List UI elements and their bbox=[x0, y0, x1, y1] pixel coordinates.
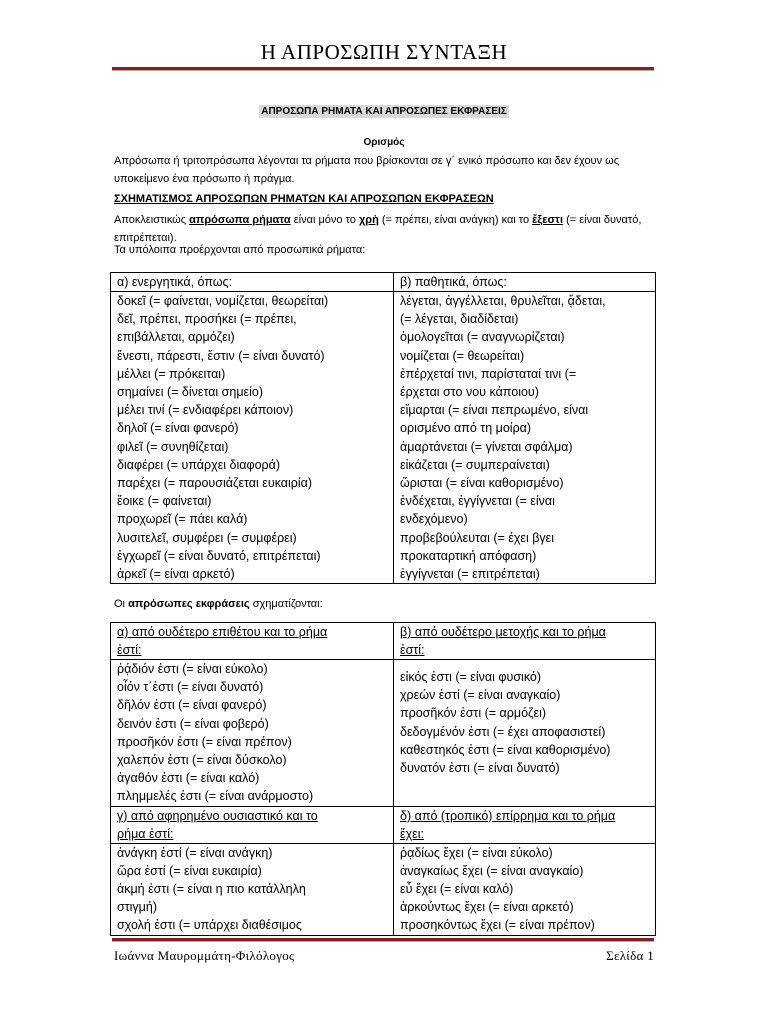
definition-label bbox=[0, 137, 768, 148]
definition-text: Απρόσωπα ή τριτοπρόσωπα λέγονται τα ρήματα που βρίσκονται σε γ΄ ενικό πρόσωπο και δεν έχουν ως υποκείμενο ένα πρόσωπο ή πράγμα. bbox=[114, 155, 620, 185]
passive-line: ορισμένο από τη μοίρα) bbox=[400, 421, 532, 436]
expressions-intro-b: απρόσωπες εκφράσεις bbox=[128, 598, 250, 610]
active-line: ἔοικε (= φαίνεται) bbox=[117, 494, 212, 509]
footer-page-number: Σελίδα 1 bbox=[606, 948, 654, 963]
adverb-line: προσηκόντως ἔχει (= είναι πρέπον) bbox=[400, 918, 595, 933]
active-line: μέλει τινί (= ενδιαφέρει κάποιον) bbox=[117, 403, 294, 418]
passive-line: ἐπέρχεταί τινι, παρίσταταί τινι (= bbox=[400, 366, 577, 381]
active-line: φιλεῖ (= συνηθίζεται) bbox=[117, 439, 229, 454]
adverb-expressions-cell bbox=[394, 843, 656, 935]
passive-line: εἰκάζεται (= συμπεραίνεται) bbox=[400, 457, 550, 472]
participle-header-line-2: ἐστί: bbox=[400, 643, 425, 657]
adverb-header-line-2: ἔχει: bbox=[400, 826, 424, 841]
participle-line: προσῆκόν ἐστι (= αρμόζει) bbox=[400, 706, 547, 721]
active-line: ἔνεστι, πάρεστι, ἔστιν (= είναι δυνατό) bbox=[117, 348, 325, 363]
passive-header-text: β) παθητικά, όπως: bbox=[400, 275, 507, 289]
footer-rule bbox=[112, 938, 654, 942]
formation-heading: ΣΧΗΜΑΤΙΣΜΟΣ ΑΠΡΟΣΩΠΩΝ ΡΗΜΑΤΩΝ ΚΑΙ ΑΠΡΟΣΩΠΩΝ ΕΚΦΡΑΣΕΩΝ bbox=[114, 193, 494, 205]
participle-line: εἰκός ἐστι (= είναι φυσικό) bbox=[400, 670, 542, 684]
active-line: προχωρεῖ (= πάει καλά) bbox=[117, 512, 248, 527]
adjective-header-line-2: ἐστί: bbox=[117, 643, 142, 657]
passive-line: λέγεται, ἀγγέλλεται, θρυλεῖται, ᾄδεται, bbox=[400, 294, 606, 308]
passive-line: εἵμαρται (= είναι πεπρωμένο, είναι bbox=[400, 403, 589, 418]
noun-expressions-cell bbox=[111, 843, 394, 935]
formation-p1-a: Αποκλειστικώς bbox=[114, 214, 190, 226]
participle-line: δεδογμένόν ἐστι (= έχει αποφασιστεί) bbox=[400, 724, 606, 739]
noun-header bbox=[111, 806, 394, 843]
verbs-table bbox=[110, 272, 656, 584]
passive-verbs-cell bbox=[394, 292, 656, 584]
adjective-header-line-1: α) από ουδέτερο επιθέτου και το ρήμα bbox=[117, 625, 328, 639]
participle-header bbox=[394, 623, 656, 660]
noun-line: ἀνάγκη ἐστί (= είναι ανάγκη) bbox=[117, 845, 273, 860]
adjective-header bbox=[111, 623, 394, 660]
adverb-line: ἀρκούντως ἔχει (= είναι αρκετό) bbox=[400, 900, 574, 915]
active-header bbox=[111, 273, 394, 292]
passive-line: ἐνδέχεται, ἐγγίγνεται (= είναι bbox=[400, 494, 555, 509]
adjective-line: δεινόν ἐστι (= είναι φοβερό) bbox=[117, 716, 269, 731]
noun-line: ὥρα ἐστί (= είναι ευκαιρία) bbox=[117, 863, 262, 878]
adjective-line: προσῆκόν ἐστι (= είναι πρέπον) bbox=[117, 734, 292, 749]
active-line: ἀρκεῖ (= είναι αρκετό) bbox=[117, 567, 235, 582]
noun-line: ἀκμή ἐστι (= είναι η πιο κατάλληλη bbox=[117, 882, 306, 897]
passive-line: έρχεται στο νου κάποιου) bbox=[400, 385, 539, 400]
active-line: σημαίνει (= δίνεται σημείο) bbox=[117, 385, 264, 400]
participle-expressions-cell bbox=[394, 660, 656, 807]
active-line: επιβάλλεται, αρμόζει) bbox=[117, 330, 235, 345]
title-rule bbox=[112, 67, 654, 71]
active-line: παρέχει (= παρουσιάζεται ευκαιρία) bbox=[117, 476, 313, 491]
formation-p1-g: (= είναι δυνατό, επιτρέπεται). bbox=[114, 214, 642, 244]
passive-line: ἐγγίγνεται (= επιτρέπεται) bbox=[400, 567, 540, 582]
formation-p1-c: είναι μόνο το bbox=[290, 214, 359, 226]
passive-line: προβεβούλευται (= έχει βγει bbox=[400, 530, 555, 545]
passive-line: νομίζεται (= θεωρείται) bbox=[400, 348, 525, 363]
active-line: δοκεῖ (= φαίνεται, νομίζεται, θεωρείται) bbox=[117, 294, 329, 308]
adjective-line: ἀγαθόν ἐστι (= είναι καλό) bbox=[117, 771, 260, 786]
expressions-intro bbox=[114, 595, 654, 613]
passive-line: προκαταρτική απόφαση) bbox=[400, 548, 537, 563]
passive-line: (= λέγεται, διαδίδεται) bbox=[400, 312, 519, 327]
adjective-line: ῥᾴδιόν ἐστι (= είναι εύκολο) bbox=[117, 662, 268, 676]
formation-p1-b: απρόσωπα ρήματα bbox=[189, 214, 291, 226]
passive-line: ενδεχόμενο) bbox=[400, 512, 468, 527]
footer-author: Ιωάννα Μαυρομμάτη-Φιλόλογος bbox=[114, 948, 295, 963]
formation-paragraph-2: Τα υπόλοιπα προέρχονται από προσωπικά ρήματα: bbox=[114, 244, 366, 256]
active-line: δηλοῖ (= είναι φανερό) bbox=[117, 421, 239, 436]
participle-header-line-1: β) από ουδέτερο μετοχής και το ρήμα bbox=[400, 625, 606, 639]
participle-line: καθεστηκός ἐστι (= είναι καθορισμένο) bbox=[400, 742, 611, 757]
participle-line: δυνατόν ἐστι (= είναι δυνατό) bbox=[400, 761, 560, 776]
passive-line: ἁμαρτάνεται (= γίνεται σφάλμα) bbox=[400, 439, 573, 454]
adverb-line: ῥᾳδίως ἔχει (= είναι εύκολο) bbox=[400, 845, 553, 860]
expressions-intro-a: Οι bbox=[114, 598, 129, 610]
participle-line: χρεών ἐστί (= είναι αναγκαίο) bbox=[400, 688, 561, 703]
active-line: ἐγχωρεῖ (= είναι δυνατό, επιτρέπεται) bbox=[117, 548, 321, 563]
formation-p1-e: (= πρέπει, είναι ανάγκη) και το bbox=[378, 214, 533, 226]
noun-header-line-2: ρήμα ἐστί: bbox=[117, 826, 174, 841]
page-title: Η ΑΠΡΟΣΩΠΗ ΣΥΝΤΑΞΗ bbox=[260, 40, 508, 64]
expressions-table bbox=[110, 622, 656, 936]
passive-header bbox=[394, 273, 656, 292]
section-title-text: ΑΠΡΟΣΩΠΑ ΡΗΜΑΤΑ ΚΑΙ ΑΠΡΟΣΩΠΕΣ ΕΚΦΡΑΣΕΙΣ bbox=[261, 106, 507, 117]
adverb-header bbox=[394, 806, 656, 843]
active-line: δεῖ, πρέπει, προσήκει (= πρέπει, bbox=[117, 312, 297, 327]
active-line: διαφέρει (= υπάρχει διαφορά) bbox=[117, 457, 281, 472]
expressions-intro-c: σχηματίζονται: bbox=[249, 598, 323, 610]
adverb-header-line-1: δ) από (τροπικό) επίρρημα και το ρήμα bbox=[400, 808, 616, 823]
noun-line: στιγμή) bbox=[117, 900, 157, 915]
noun-header-line-1: γ) από αφηρημένο ουσιαστικό και το bbox=[117, 808, 318, 823]
noun-line: σχολή ἐστι (= υπάρχει διαθέσιμος bbox=[117, 918, 302, 933]
passive-line: ὥρισται (= είναι καθορισμένο) bbox=[400, 476, 564, 491]
adverb-line: ἀναγκαίως ἔχει (= είναι αναγκαίο) bbox=[400, 863, 584, 878]
passive-line: ὁμολογεῖται (= αναγνωρίζεται) bbox=[400, 330, 565, 345]
active-line: λυσιτελεῖ, συμφέρει (= συμφέρει) bbox=[117, 530, 297, 545]
active-verbs-cell bbox=[111, 292, 394, 584]
definition-label-text: Ορισμός bbox=[363, 137, 405, 148]
adjective-line: χαλεπόν ἐστι (= είναι δύσκολο) bbox=[117, 753, 287, 768]
adjective-line: πλημμελές ἐστι (= είναι ανάρμοστο) bbox=[117, 789, 314, 804]
section-title bbox=[0, 106, 768, 117]
adverb-line: εὖ ἔχει (= είναι καλό) bbox=[400, 882, 514, 897]
active-line: μέλλει (= πρόκειται) bbox=[117, 366, 226, 381]
adjective-line: οἷόν τ΄ἐστι (= είναι δυνατό) bbox=[117, 680, 264, 695]
formation-p1-f: ἔξεστι bbox=[532, 214, 564, 226]
adjective-line: δῆλόν ἐστι (= είναι φανερό) bbox=[117, 698, 267, 713]
formation-p1-d: χρὴ bbox=[358, 214, 379, 226]
active-header-text: α) ενεργητικά, όπως: bbox=[117, 275, 233, 289]
adjective-expressions-cell bbox=[111, 660, 394, 807]
